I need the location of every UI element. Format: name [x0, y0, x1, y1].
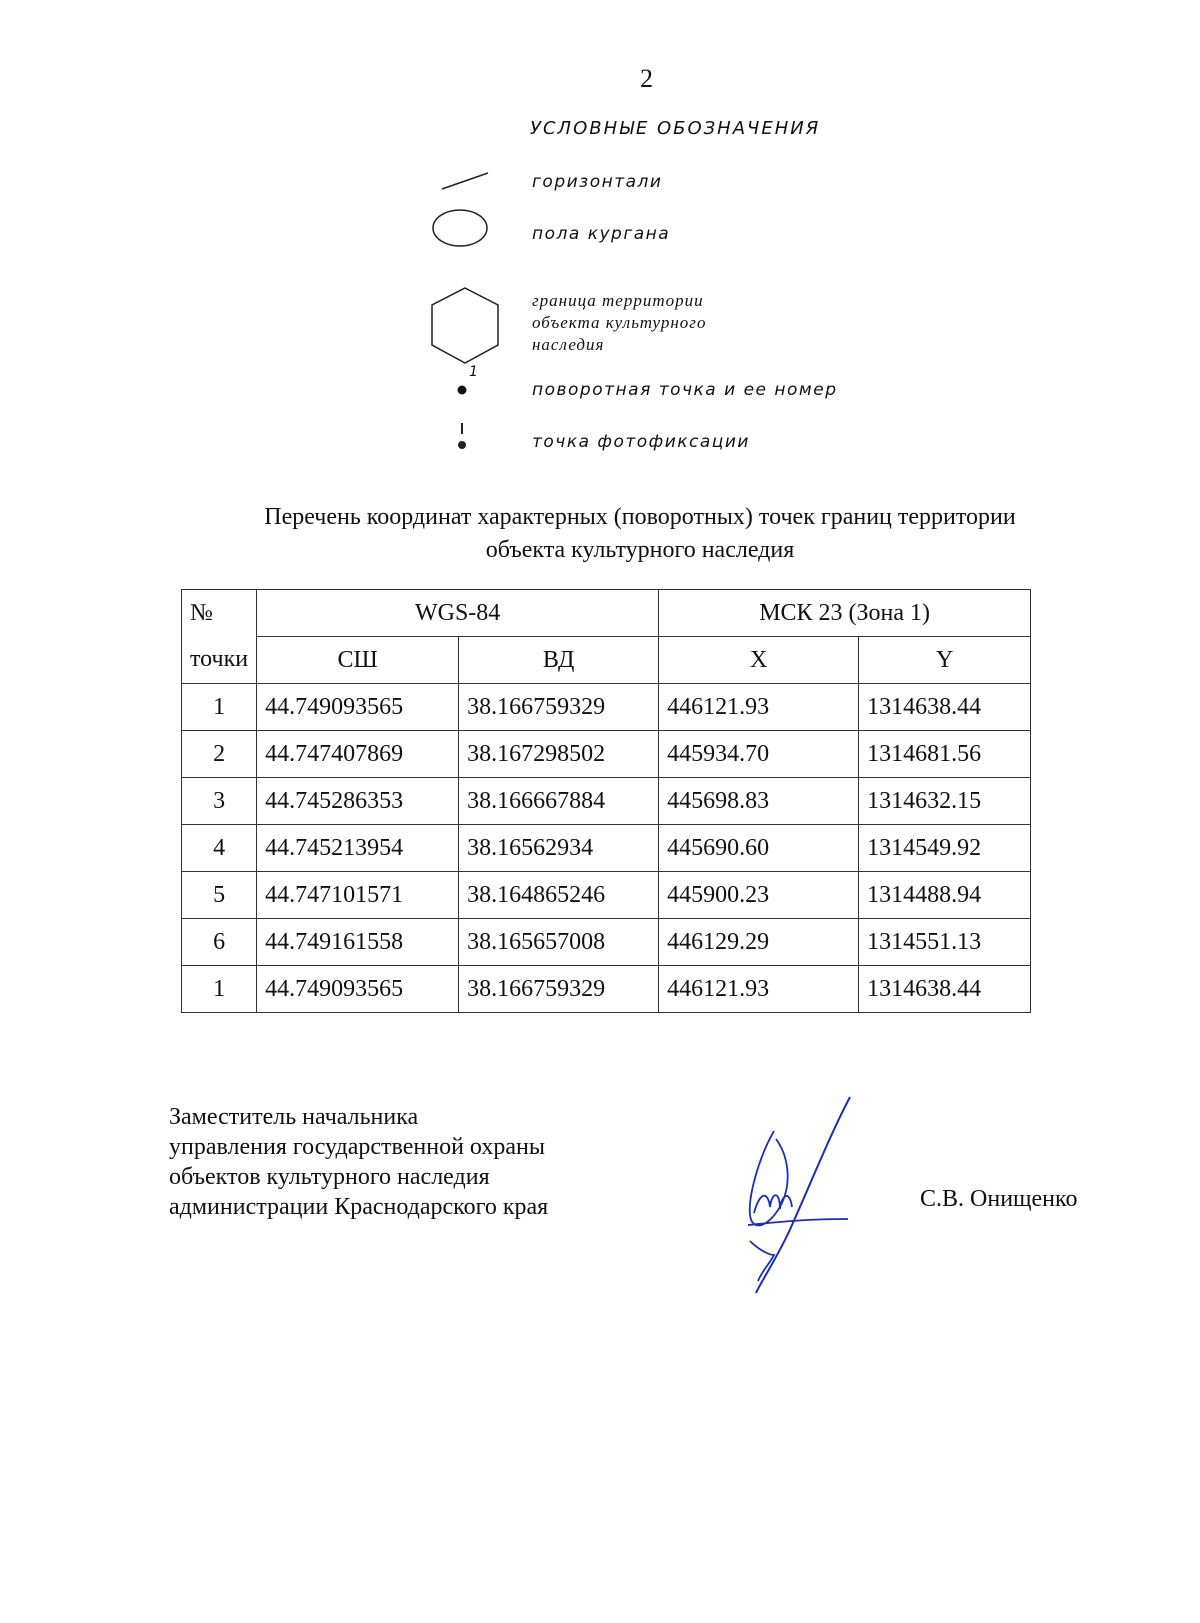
cell-point-no: 1	[182, 684, 257, 731]
position-line: администрации Краснодарского края	[169, 1194, 549, 1220]
cell-longitude: 38.166759329	[459, 684, 659, 731]
legend-label-mound-floor: пола кургана	[532, 224, 671, 244]
header-latitude: СШ	[257, 637, 459, 684]
cell-longitude: 38.16562934	[459, 825, 659, 872]
table-row	[182, 778, 1031, 825]
table-row	[182, 825, 1031, 872]
header-point-no: №	[182, 590, 257, 637]
cell-latitude: 44.747407869	[257, 731, 459, 778]
legend-label-contours: горизонтали	[532, 172, 663, 192]
cell-x: 446121.93	[659, 966, 859, 1013]
table-row	[182, 684, 1031, 731]
cell-latitude: 44.747101571	[257, 872, 459, 919]
legend-label-turning-point: поворотная точка и ее номер	[532, 380, 838, 400]
signer-name: С.В. Онищенко	[920, 1186, 1078, 1212]
cell-y: 1314488.94	[859, 872, 1031, 919]
header-wgs84: WGS-84	[257, 590, 659, 637]
legend-label-photo-point: точка фотофиксации	[532, 432, 750, 452]
turning-point-number: 1	[469, 364, 480, 380]
legend-label-line: наследия	[532, 335, 605, 354]
legend-title: УСЛОВНЫЕ ОБОЗНАЧЕНИЯ	[530, 118, 821, 139]
cell-latitude: 44.749093565	[257, 684, 459, 731]
cell-x: 445690.60	[659, 825, 859, 872]
table-body	[182, 684, 1031, 1013]
table-heading	[190, 501, 1090, 567]
table-row	[182, 731, 1031, 778]
cell-x: 445900.23	[659, 872, 859, 919]
page-number: 2	[640, 64, 653, 93]
header-y: Y	[859, 637, 1031, 684]
cell-x: 446129.29	[659, 919, 859, 966]
position-line: объектов культурного наследия	[169, 1164, 490, 1190]
cell-point-no: 2	[182, 731, 257, 778]
cell-point-no: 3	[182, 778, 257, 825]
cell-y: 1314638.44	[859, 966, 1031, 1013]
cell-latitude: 44.745286353	[257, 778, 459, 825]
table-subheader-row	[182, 637, 1031, 684]
header-longitude: ВД	[459, 637, 659, 684]
photo-point-icon	[455, 421, 469, 453]
cell-y: 1314632.15	[859, 778, 1031, 825]
hexagon-icon	[425, 285, 505, 367]
cell-x: 445934.70	[659, 731, 859, 778]
cell-y: 1314638.44	[859, 684, 1031, 731]
cell-y: 1314549.92	[859, 825, 1031, 872]
table-row	[182, 919, 1031, 966]
turning-point-dot-icon	[455, 383, 469, 397]
cell-y: 1314551.13	[859, 919, 1031, 966]
header-msk23: МСК 23 (Зона 1)	[659, 590, 1031, 637]
table-heading-line: объекта культурного наследия	[485, 537, 795, 563]
handwritten-signature	[730, 1095, 870, 1295]
table-heading-line: Перечень координат характерных (поворотных) точек границ территории	[264, 504, 1016, 530]
legend-label-territory-boundary	[532, 290, 706, 356]
legend-label-line: граница территории	[532, 291, 704, 310]
cell-longitude: 38.165657008	[459, 919, 659, 966]
cell-longitude: 38.164865246	[459, 872, 659, 919]
cell-latitude: 44.745213954	[257, 825, 459, 872]
header-x: X	[659, 637, 859, 684]
contour-line-icon	[440, 170, 490, 192]
legend-label-line: объекта культурного	[532, 313, 707, 332]
cell-longitude: 38.166667884	[459, 778, 659, 825]
header-point-label: точки	[182, 637, 257, 684]
cell-y: 1314681.56	[859, 731, 1031, 778]
cell-point-no: 6	[182, 919, 257, 966]
table-row	[182, 872, 1031, 919]
cell-longitude: 38.167298502	[459, 731, 659, 778]
cell-latitude: 44.749161558	[257, 919, 459, 966]
position-line: управления государственной охраны	[169, 1134, 545, 1160]
cell-longitude: 38.166759329	[459, 966, 659, 1013]
table-header-row	[182, 590, 1031, 637]
cell-x: 445698.83	[659, 778, 859, 825]
cell-point-no: 5	[182, 872, 257, 919]
cell-point-no: 4	[182, 825, 257, 872]
cell-latitude: 44.749093565	[257, 966, 459, 1013]
signatory-position	[169, 1102, 548, 1222]
table-row	[182, 966, 1031, 1013]
coordinates-table	[181, 589, 1031, 1013]
cell-x: 446121.93	[659, 684, 859, 731]
ellipse-icon	[430, 208, 490, 248]
position-line: Заместитель начальника	[169, 1104, 419, 1130]
cell-point-no: 1	[182, 966, 257, 1013]
